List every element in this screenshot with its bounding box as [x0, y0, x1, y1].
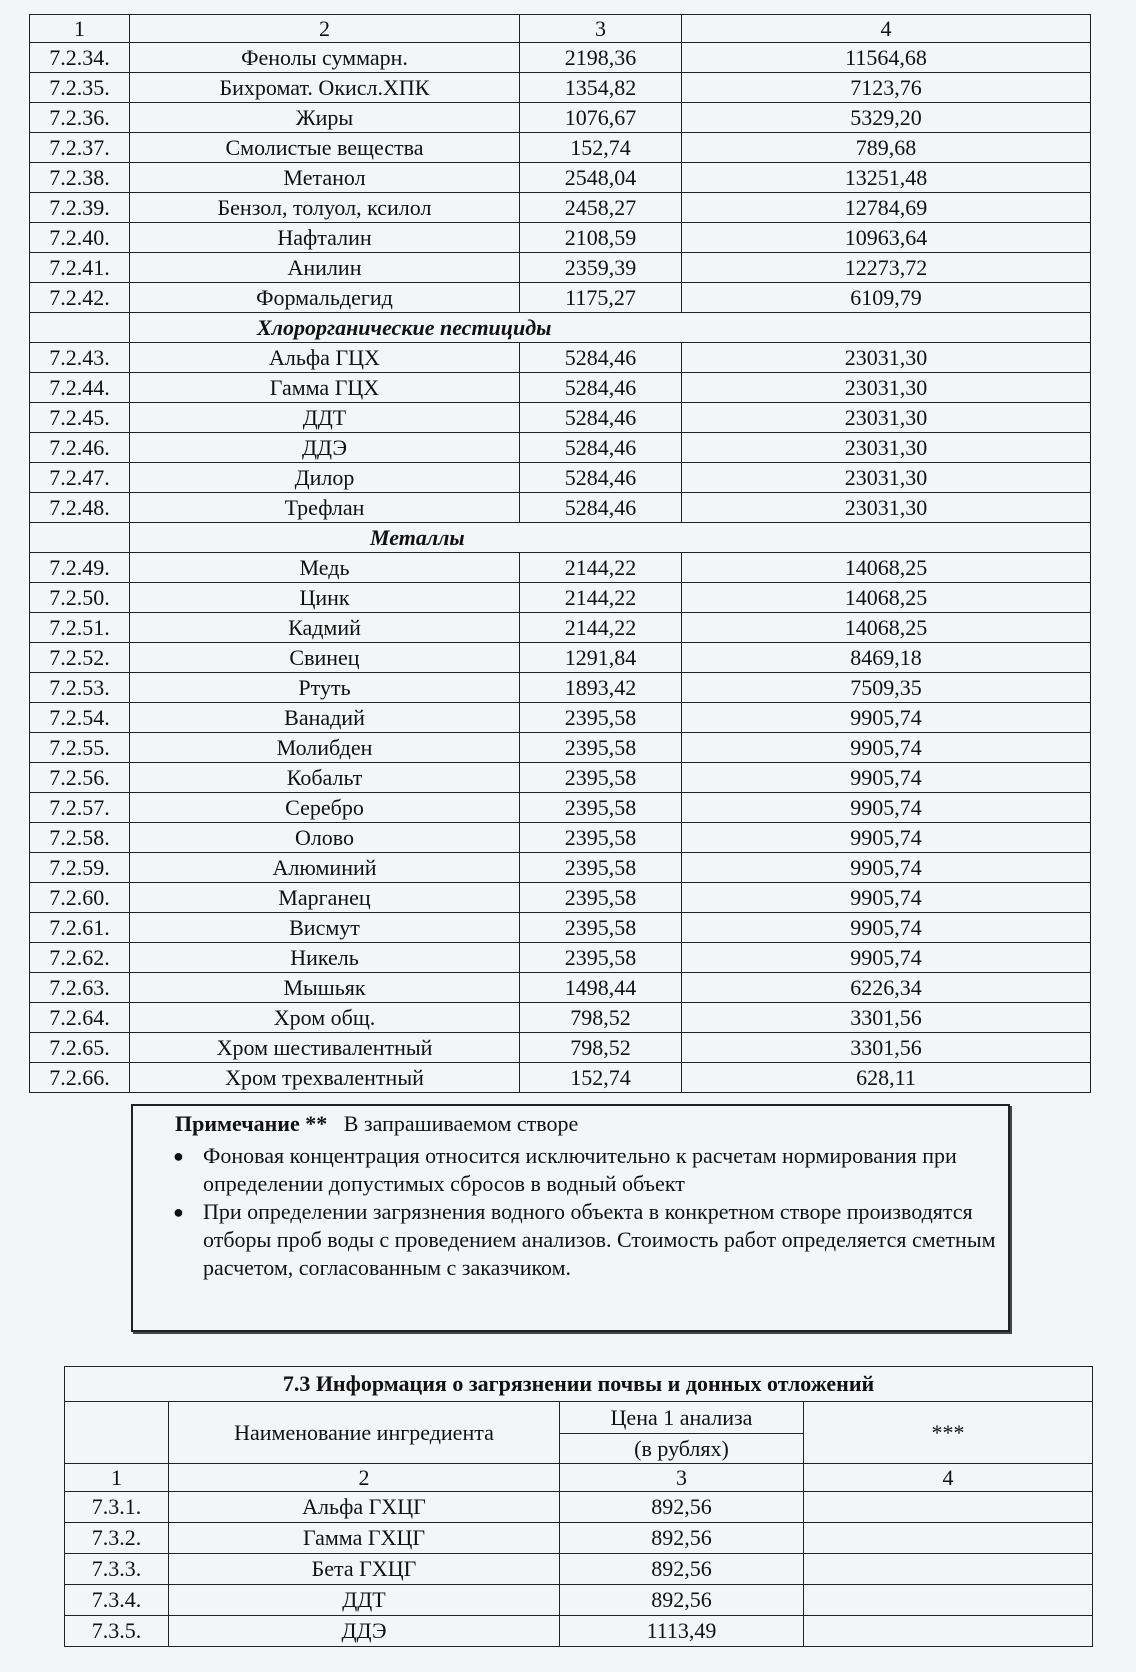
row-col4: 9905,74 — [682, 853, 1091, 883]
row-price: 2548,04 — [520, 163, 682, 193]
row-name: Свинец — [130, 643, 520, 673]
row-code: 7.2.54. — [30, 703, 130, 733]
row-code: 7.2.47. — [30, 463, 130, 493]
soil-price-table — [64, 1366, 1093, 1647]
row-code: 7.2.49. — [30, 553, 130, 583]
table-row — [30, 133, 1091, 163]
row-price: 1076,67 — [520, 103, 682, 133]
table-row — [30, 43, 1091, 73]
row-name: ДДЭ — [130, 433, 520, 463]
soil-header-row — [65, 1402, 1093, 1434]
row-code: 7.2.36. — [30, 103, 130, 133]
row-name: Альфа ГЦХ — [130, 343, 520, 373]
row-name: Нафталин — [130, 223, 520, 253]
section-heading: Хлорорганические пестициды — [130, 313, 1091, 343]
row-name: Мышьяк — [130, 973, 520, 1003]
table-row — [65, 1616, 1093, 1647]
row-name: Альфа ГХЦГ — [169, 1492, 560, 1523]
table-row — [30, 163, 1091, 193]
soil-number-row — [65, 1464, 1093, 1492]
row-price: 892,56 — [560, 1554, 804, 1585]
header-col4: *** — [804, 1402, 1093, 1464]
row-name: Кадмий — [130, 613, 520, 643]
row-col4: 9905,74 — [682, 913, 1091, 943]
table-row — [30, 973, 1091, 1003]
row-code: 7.2.66. — [30, 1063, 130, 1093]
row-code: 7.3.3. — [65, 1554, 169, 1585]
table-row — [30, 463, 1091, 493]
row-name: ДДТ — [130, 403, 520, 433]
row-code: 7.2.62. — [30, 943, 130, 973]
table-row — [30, 703, 1091, 733]
section-empty-cell — [30, 523, 130, 553]
header-empty-cell — [65, 1402, 169, 1464]
main-table-body — [30, 15, 1091, 1093]
row-price: 892,56 — [560, 1492, 804, 1523]
row-code: 7.2.58. — [30, 823, 130, 853]
row-name: Анилин — [130, 253, 520, 283]
header-price-unit: (в рублях) — [560, 1434, 804, 1464]
table-row — [30, 613, 1091, 643]
row-code: 7.2.44. — [30, 373, 130, 403]
section-heading: Металлы — [130, 523, 1091, 553]
row-col4: 7509,35 — [682, 673, 1091, 703]
row-col4: 9905,74 — [682, 733, 1091, 763]
row-name: Ванадий — [130, 703, 520, 733]
table-row — [30, 373, 1091, 403]
row-price: 1175,27 — [520, 283, 682, 313]
column-number: 3 — [520, 15, 682, 43]
row-code: 7.2.48. — [30, 493, 130, 523]
note-box — [131, 1104, 1010, 1332]
row-name: Смолистые вещества — [130, 133, 520, 163]
column-number: 2 — [169, 1464, 560, 1492]
row-code: 7.2.38. — [30, 163, 130, 193]
row-code: 7.2.56. — [30, 763, 130, 793]
row-col4: 14068,25 — [682, 553, 1091, 583]
row-col4: 12273,72 — [682, 253, 1091, 283]
row-price: 1498,44 — [520, 973, 682, 1003]
row-code: 7.2.64. — [30, 1003, 130, 1033]
table-row — [30, 943, 1091, 973]
row-code: 7.2.63. — [30, 973, 130, 1003]
row-price: 1291,84 — [520, 643, 682, 673]
row-price: 2395,58 — [520, 853, 682, 883]
table-row — [30, 283, 1091, 313]
row-price: 5284,46 — [520, 433, 682, 463]
table-row — [30, 553, 1091, 583]
bullet-icon: ● — [173, 1146, 184, 1166]
row-col4: 9905,74 — [682, 883, 1091, 913]
table-row — [30, 253, 1091, 283]
row-name: Ртуть — [130, 673, 520, 703]
row-name: Марганец — [130, 883, 520, 913]
row-name: Фенолы суммарн. — [130, 43, 520, 73]
row-name: Серебро — [130, 793, 520, 823]
row-name: Формальдегид — [130, 283, 520, 313]
row-price: 2395,58 — [520, 883, 682, 913]
row-col4 — [804, 1585, 1093, 1616]
row-price: 152,74 — [520, 133, 682, 163]
row-code: 7.2.50. — [30, 583, 130, 613]
row-col4: 628,11 — [682, 1063, 1091, 1093]
row-col4: 9905,74 — [682, 823, 1091, 853]
row-code: 7.2.59. — [30, 853, 130, 883]
row-name: Алюминий — [130, 853, 520, 883]
row-name: Дилор — [130, 463, 520, 493]
row-price: 892,56 — [560, 1585, 804, 1616]
row-code: 7.3.5. — [65, 1616, 169, 1647]
row-col4: 11564,68 — [682, 43, 1091, 73]
header-ingredient-name: Наименование ингредиента — [169, 1402, 560, 1464]
row-code: 7.2.42. — [30, 283, 130, 313]
row-col4: 789,68 — [682, 133, 1091, 163]
header-price: Цена 1 анализа — [560, 1402, 804, 1434]
row-code: 7.2.46. — [30, 433, 130, 463]
row-price: 2359,39 — [520, 253, 682, 283]
row-price: 892,56 — [560, 1523, 804, 1554]
row-price: 798,52 — [520, 1003, 682, 1033]
row-name: Кобальт — [130, 763, 520, 793]
table-row — [30, 433, 1091, 463]
row-price: 1893,42 — [520, 673, 682, 703]
column-number: 4 — [804, 1464, 1093, 1492]
section-empty-cell — [30, 313, 130, 343]
table-row — [65, 1523, 1093, 1554]
table-row — [30, 913, 1091, 943]
row-name: Олово — [130, 823, 520, 853]
row-col4: 9905,74 — [682, 763, 1091, 793]
row-code: 7.2.45. — [30, 403, 130, 433]
main-price-table — [29, 14, 1091, 1093]
row-name: Хром общ. — [130, 1003, 520, 1033]
row-col4: 5329,20 — [682, 103, 1091, 133]
row-name: Гамма ГХЦГ — [169, 1523, 560, 1554]
note-label: Примечание ** — [175, 1111, 328, 1136]
row-col4: 3301,56 — [682, 1003, 1091, 1033]
row-col4: 9905,74 — [682, 943, 1091, 973]
table-row — [30, 793, 1091, 823]
row-name: Хром трехвалентный — [130, 1063, 520, 1093]
row-name: Трефлан — [130, 493, 520, 523]
table-row — [30, 493, 1091, 523]
row-col4: 9905,74 — [682, 703, 1091, 733]
row-col4: 9905,74 — [682, 793, 1091, 823]
table-row — [30, 583, 1091, 613]
table-row — [30, 733, 1091, 763]
row-col4: 23031,30 — [682, 343, 1091, 373]
table-row — [30, 73, 1091, 103]
row-price: 1354,82 — [520, 73, 682, 103]
row-code: 7.2.65. — [30, 1033, 130, 1063]
row-code: 7.2.34. — [30, 43, 130, 73]
row-code: 7.2.53. — [30, 673, 130, 703]
row-col4 — [804, 1523, 1093, 1554]
row-price: 5284,46 — [520, 493, 682, 523]
section-row — [30, 313, 1091, 343]
row-code: 7.2.43. — [30, 343, 130, 373]
row-price: 2395,58 — [520, 733, 682, 763]
row-name: ДДЭ — [169, 1616, 560, 1647]
row-col4: 6226,34 — [682, 973, 1091, 1003]
row-price: 2458,27 — [520, 193, 682, 223]
row-code: 7.2.40. — [30, 223, 130, 253]
row-col4: 6109,79 — [682, 283, 1091, 313]
table-row — [65, 1585, 1093, 1616]
soil-table-body — [65, 1367, 1093, 1647]
row-name: Никель — [130, 943, 520, 973]
column-number: 3 — [560, 1464, 804, 1492]
row-col4: 23031,30 — [682, 463, 1091, 493]
row-price: 2395,58 — [520, 793, 682, 823]
row-name: Бета ГХЦГ — [169, 1554, 560, 1585]
row-code: 7.3.1. — [65, 1492, 169, 1523]
table-row — [30, 1063, 1091, 1093]
row-col4: 7123,76 — [682, 73, 1091, 103]
row-price: 2144,22 — [520, 553, 682, 583]
row-price: 2395,58 — [520, 763, 682, 793]
row-name: Жиры — [130, 103, 520, 133]
table-row — [30, 853, 1091, 883]
column-number: 4 — [682, 15, 1091, 43]
table-row — [30, 643, 1091, 673]
note-text: В запрашиваемом створе — [343, 1111, 579, 1136]
row-name: Цинк — [130, 583, 520, 613]
row-price: 2198,36 — [520, 43, 682, 73]
soil-title-row — [65, 1367, 1093, 1402]
note-bullet-text: Фоновая концентрация относится исключительно к расчетам нормирования при определении допустимых сбросов в водный объект — [203, 1143, 957, 1196]
row-price: 2395,58 — [520, 703, 682, 733]
row-code: 7.2.61. — [30, 913, 130, 943]
row-price: 5284,46 — [520, 343, 682, 373]
row-name: Бензол, толуол, ксилол — [130, 193, 520, 223]
row-col4: 10963,64 — [682, 223, 1091, 253]
table-row — [30, 823, 1091, 853]
row-col4: 8469,18 — [682, 643, 1091, 673]
row-price: 2144,22 — [520, 583, 682, 613]
row-price: 5284,46 — [520, 373, 682, 403]
table-row — [30, 403, 1091, 433]
row-name: ДДТ — [169, 1585, 560, 1616]
row-name: Висмут — [130, 913, 520, 943]
row-code: 7.2.51. — [30, 613, 130, 643]
column-number: 1 — [65, 1464, 169, 1492]
column-number-row — [30, 15, 1091, 43]
row-code: 7.2.60. — [30, 883, 130, 913]
row-code: 7.2.57. — [30, 793, 130, 823]
table-row — [30, 673, 1091, 703]
row-col4 — [804, 1492, 1093, 1523]
table-row — [30, 343, 1091, 373]
row-name: Бихромат. Окисл.ХПК — [130, 73, 520, 103]
row-code: 7.3.2. — [65, 1523, 169, 1554]
row-price: 5284,46 — [520, 463, 682, 493]
row-col4: 12784,69 — [682, 193, 1091, 223]
table-row — [30, 1003, 1091, 1033]
row-name: Медь — [130, 553, 520, 583]
row-code: 7.2.52. — [30, 643, 130, 673]
table-row — [65, 1492, 1093, 1523]
table-row — [30, 763, 1091, 793]
table-row — [30, 223, 1091, 253]
row-code: 7.2.35. — [30, 73, 130, 103]
row-col4: 23031,30 — [682, 403, 1091, 433]
soil-table-title: 7.3 Информация о загрязнении почвы и донных отложений — [65, 1367, 1093, 1402]
note-bullet-text: При определении загрязнения водного объекта в конкретном створе производятся отборы проб воды с проведением анализов. Стоимость работ определяется сметным расчетом, согласованным с заказчиком. — [203, 1199, 996, 1280]
row-col4: 23031,30 — [682, 493, 1091, 523]
row-price: 2395,58 — [520, 943, 682, 973]
column-number: 1 — [30, 15, 130, 43]
table-row — [65, 1554, 1093, 1585]
row-code: 7.2.55. — [30, 733, 130, 763]
row-col4: 14068,25 — [682, 583, 1091, 613]
row-price: 152,74 — [520, 1063, 682, 1093]
row-name: Метанол — [130, 163, 520, 193]
row-col4: 3301,56 — [682, 1033, 1091, 1063]
row-code: 7.2.39. — [30, 193, 130, 223]
row-price: 2395,58 — [520, 913, 682, 943]
note-title — [175, 1110, 578, 1138]
row-name: Молибден — [130, 733, 520, 763]
row-name: Хром шестивалентный — [130, 1033, 520, 1063]
row-col4: 13251,48 — [682, 163, 1091, 193]
row-col4 — [804, 1616, 1093, 1647]
row-price: 2395,58 — [520, 823, 682, 853]
column-number: 2 — [130, 15, 520, 43]
row-price: 1113,49 — [560, 1616, 804, 1647]
row-col4: 23031,30 — [682, 373, 1091, 403]
row-code: 7.2.37. — [30, 133, 130, 163]
row-name: Гамма ГЦХ — [130, 373, 520, 403]
row-col4: 23031,30 — [682, 433, 1091, 463]
row-code: 7.3.4. — [65, 1585, 169, 1616]
row-price: 798,52 — [520, 1033, 682, 1063]
table-row — [30, 1033, 1091, 1063]
table-row — [30, 193, 1091, 223]
table-row — [30, 883, 1091, 913]
row-price: 2108,59 — [520, 223, 682, 253]
row-col4 — [804, 1554, 1093, 1585]
table-row — [30, 103, 1091, 133]
section-row — [30, 523, 1091, 553]
row-col4: 14068,25 — [682, 613, 1091, 643]
bullet-icon: ● — [173, 1202, 184, 1222]
row-price: 5284,46 — [520, 403, 682, 433]
row-code: 7.2.41. — [30, 253, 130, 283]
row-price: 2144,22 — [520, 613, 682, 643]
